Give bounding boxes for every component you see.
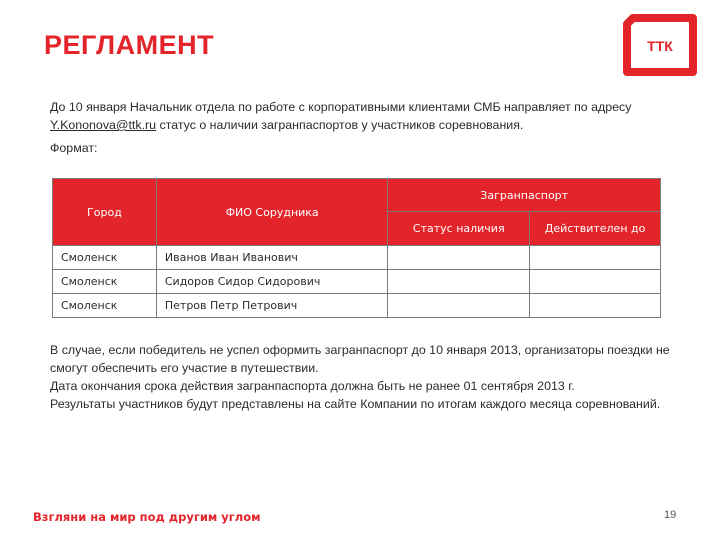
intro-paragraph bbox=[50, 98, 670, 134]
page-title: РЕГЛАМЕНТ bbox=[44, 30, 215, 60]
intro-text-after: статус о наличии загранпаспортов у участников соревнования. bbox=[156, 118, 524, 132]
cell-valid[interactable] bbox=[530, 270, 661, 294]
header-status: Статус наличия bbox=[388, 212, 530, 246]
table-row bbox=[53, 246, 661, 270]
table-row bbox=[53, 294, 661, 318]
cell-status[interactable] bbox=[388, 246, 530, 270]
cell-valid[interactable] bbox=[530, 294, 661, 318]
cell-name: Сидоров Сидор Сидорович bbox=[156, 270, 388, 294]
table-row bbox=[53, 270, 661, 294]
cell-name: Петров Петр Петрович bbox=[156, 294, 388, 318]
header-name: ФИО Сорудника bbox=[156, 179, 388, 246]
notes-block bbox=[50, 341, 670, 413]
cell-valid[interactable] bbox=[530, 246, 661, 270]
note-3: Результаты участников будут представлены на сайте Компании по итогам каждого месяца соревнований. bbox=[50, 397, 661, 411]
cell-status[interactable] bbox=[388, 270, 530, 294]
note-1: В случае, если победитель не успел оформить загранпаспорт до 10 января 2013, организаторы поездки не смогут обеспечить его участие в путешествии. bbox=[50, 343, 670, 375]
page-number: 19 bbox=[664, 509, 677, 521]
footer-slogan: Взгляни на мир под другим углом bbox=[33, 510, 261, 524]
cell-city: Смоленск bbox=[53, 246, 157, 270]
cell-city: Смоленск bbox=[53, 294, 157, 318]
format-label: Формат: bbox=[50, 141, 98, 155]
email-link[interactable]: Y.Kononova@ttk.ru bbox=[50, 118, 157, 132]
header-city: Город bbox=[53, 179, 157, 246]
participants-table bbox=[52, 178, 661, 318]
note-2: Дата окончания срока действия загранпаспорта должна быть не ранее 01 сентября 2013 г. bbox=[50, 379, 575, 393]
header-passport: Загранпаспорт bbox=[388, 179, 661, 212]
cell-name: Иванов Иван Иванович bbox=[156, 246, 388, 270]
cell-city: Смоленск bbox=[53, 270, 157, 294]
intro-text-before: До 10 января Начальник отдела по работе с корпоративными клиентами СМБ направляет по адресу bbox=[50, 100, 632, 114]
ttk-logo bbox=[623, 12, 699, 78]
header-valid: Действителен до bbox=[530, 212, 661, 246]
logo-text: ТТК bbox=[647, 38, 673, 54]
cell-status[interactable] bbox=[388, 294, 530, 318]
